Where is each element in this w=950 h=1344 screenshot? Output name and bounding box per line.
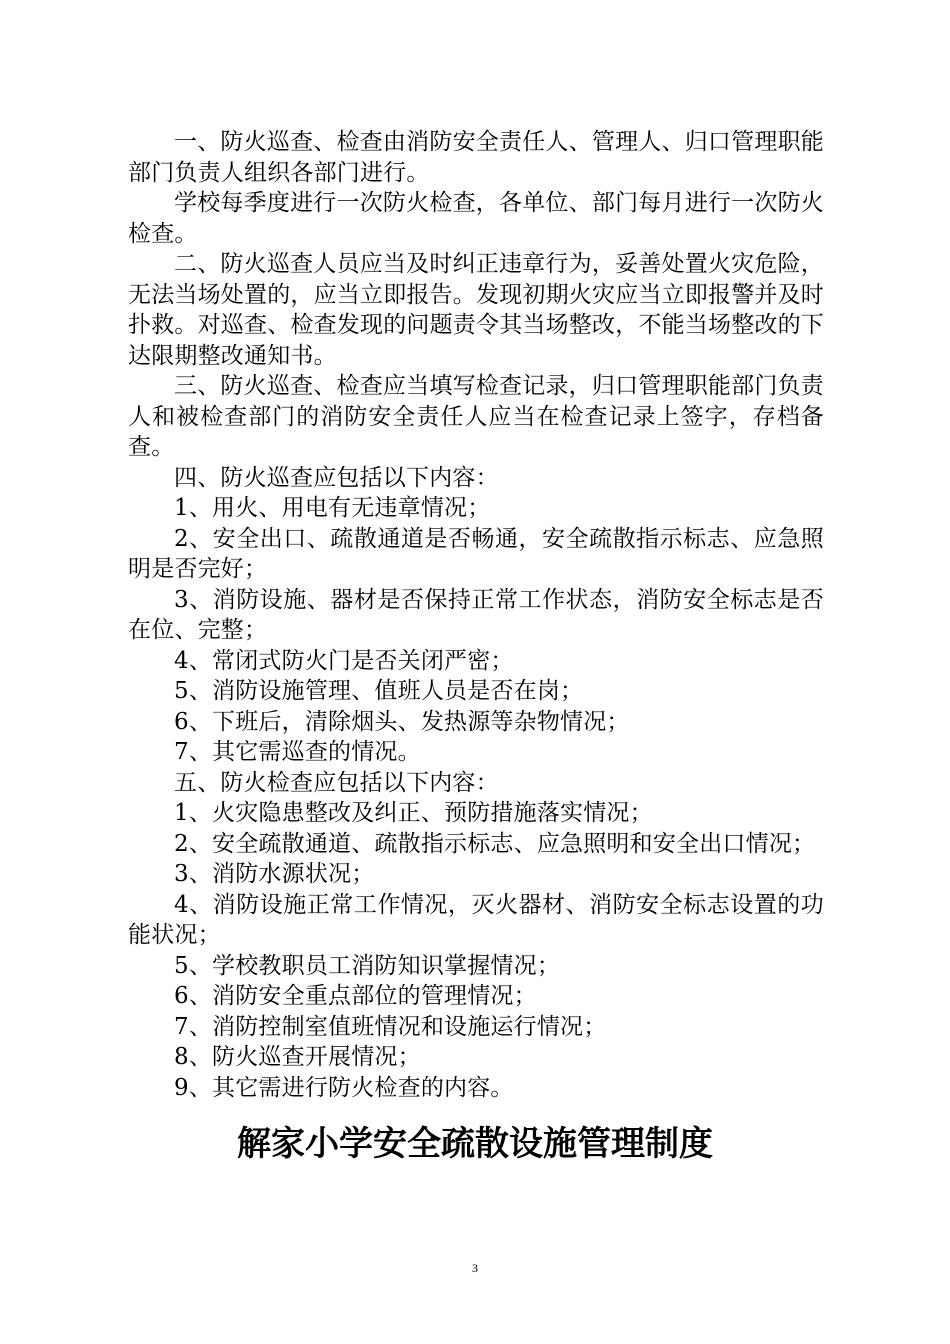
list-item: 5、消防设施管理、值班人员是否在岗； — [174, 678, 584, 704]
list-item: 3、消防水源状况； — [174, 861, 375, 887]
page-number: 3 — [472, 1261, 478, 1275]
paragraph: 学校每季度进行一次防火检查，各单位、部门每月进行一次防火检查。 — [128, 190, 824, 247]
list-item: 4、常闭式防火门是否关闭严密； — [174, 647, 514, 674]
list-item: 1、用火、用电有无违章情况； — [174, 495, 491, 521]
list-item: 7、其它需巡查的情况。 — [174, 739, 421, 765]
section-heading: 解家小学安全疏散设施管理制度 — [237, 1124, 713, 1164]
body-text — [128, 127, 824, 1103]
list-item: 6、下班后，清除烟头、发热源等杂物情况； — [174, 708, 630, 735]
list-item: 4、消防设施正常工作情况，灭火器材、消防安全标志设置的功能状况； — [128, 891, 824, 948]
list-item: 6、消防安全重点部位的管理情况； — [174, 983, 537, 1009]
list-item: 8、防火巡查开展情况； — [174, 1044, 421, 1070]
paragraph: 四、防火巡查应包括以下内容： — [174, 464, 499, 491]
list-item: 2、安全出口、疏散通道是否畅通，安全疏散指示标志、应急照明是否完好； — [128, 525, 824, 582]
paragraph: 一、防火巡查、检查由消防安全责任人、管理人、归口管理职能部门负责人组织各部门进行。 — [128, 129, 824, 186]
list-item: 3、消防设施、器材是否保持正常工作状态，消防安全标志是否在位、完整； — [128, 586, 824, 643]
list-item: 7、消防控制室值班情况和设施运行情况； — [174, 1013, 607, 1040]
paragraph: 五、防火检查应包括以下内容： — [174, 769, 499, 796]
paragraph: 三、防火巡查、检查应当填写检查记录，归口管理职能部门负责人和被检查部门的消防安全责任人应当在检查记录上签字，存档备查。 — [128, 373, 824, 460]
list-item: 9、其它需进行防火检查的内容。 — [174, 1074, 514, 1101]
list-item: 2、安全疏散通道、疏散指示标志、应急照明和安全出口情况； — [174, 830, 816, 857]
list-item: 5、学校教职员工消防知识掌握情况； — [174, 952, 561, 979]
list-item: 1、火灾隐患整改及纠正、预防措施落实情况； — [174, 800, 653, 826]
paragraph: 二、防火巡查人员应当及时纠正违章行为，妥善处置火灾危险，无法当场处置的，应当立即报告。发现初期火灾应当立即报警并及时扑救。对巡查、检查发现的问题责令其当场整改，不能当场整改的下达限期整改通知书。 — [128, 251, 824, 369]
